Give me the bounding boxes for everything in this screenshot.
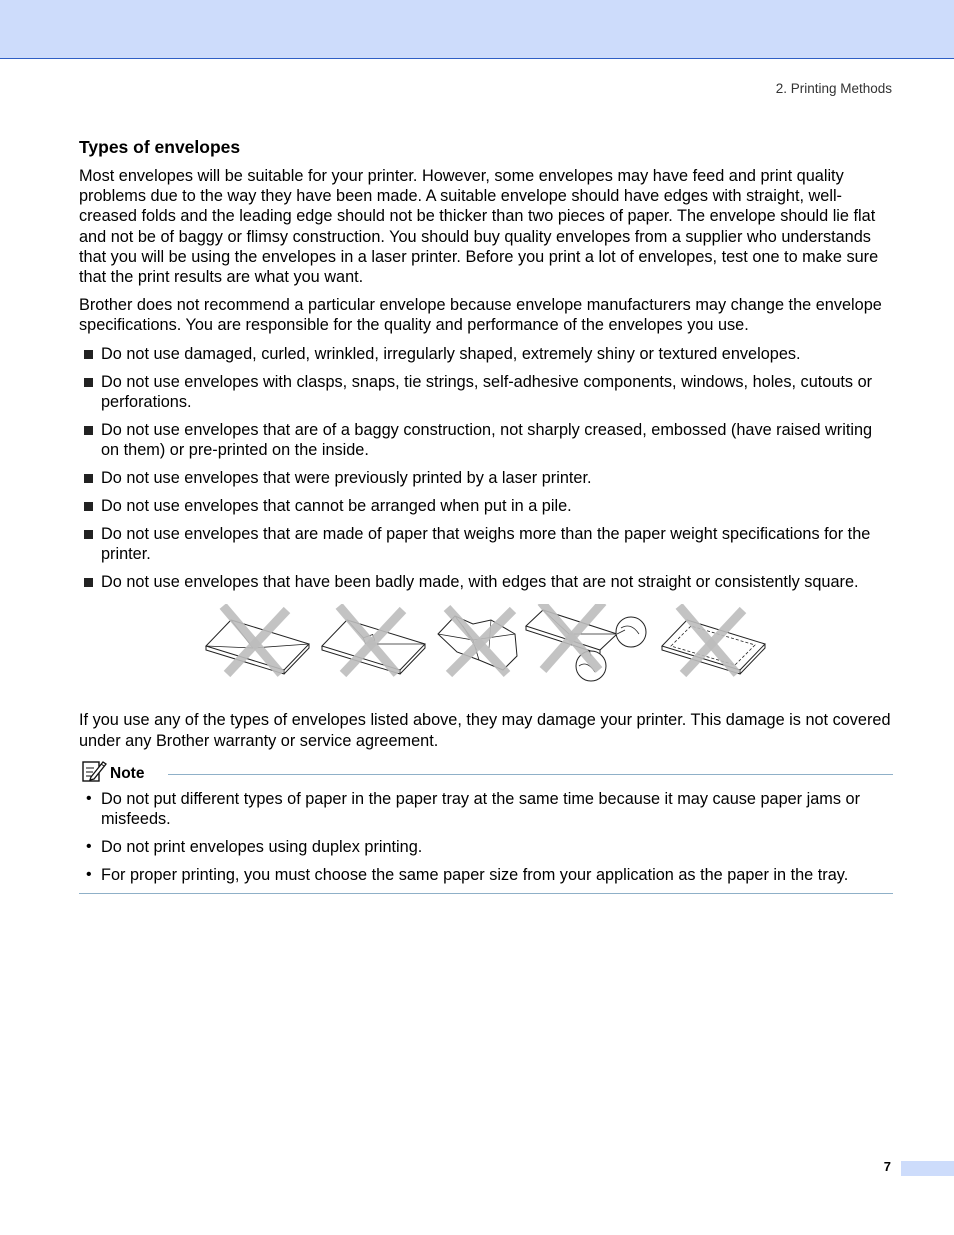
square-bullet-icon <box>84 350 93 359</box>
header-band <box>0 0 954 59</box>
list-item: Do not use envelopes that are of a baggy construction, not sharply creased, embossed (have raised writing on them) or pre-printed on the inside. <box>79 420 893 460</box>
list-item: • For proper printing, you must choose the same paper size from your application as the paper in the tray. <box>86 866 849 885</box>
envelope-crossed-icon <box>206 606 309 674</box>
page-tab <box>901 1161 954 1176</box>
donts-list <box>79 344 893 593</box>
note-end-rule <box>79 893 893 894</box>
square-bullet-icon <box>84 378 93 387</box>
paragraph-2: Brother does not recommend a particular envelope because envelope manufacturers may change the envelope specifications. You are responsible for the quality and performance of the envelopes you use. <box>79 296 882 335</box>
note-rule <box>168 774 893 775</box>
envelope-wrinkled-crossed-icon <box>438 608 517 674</box>
note-header <box>79 759 893 785</box>
running-header: 2. Printing Methods <box>775 81 892 96</box>
square-bullet-icon <box>84 426 93 435</box>
list-item: Do not use envelopes that were previously printed by a laser printer. <box>79 468 893 488</box>
list-item: Do not use envelopes that are made of paper that weighs more than the paper weight specifications for the printer. <box>79 524 893 564</box>
list-item: Do not use envelopes that have been badly made, with edges that are not straight or consistently square. <box>79 572 893 592</box>
page-number: 7 <box>883 1159 891 1174</box>
square-bullet-icon <box>84 530 93 539</box>
square-bullet-icon <box>84 474 93 483</box>
square-bullet-icon <box>84 502 93 511</box>
bullet-dot-icon: • <box>86 866 92 884</box>
note-title: Note <box>110 764 145 782</box>
unsuitable-envelopes-figure <box>79 604 893 720</box>
bullet-dot-icon: • <box>86 838 92 856</box>
list-item: • Do not put different types of paper in the paper tray at the same time because it may cause paper jams or misfeeds. <box>86 789 861 829</box>
section-title: Types of envelopes <box>79 137 241 157</box>
list-item: Do not use envelopes with clasps, snaps, tie strings, self-adhesive components, windows, holes, cutouts or perforations. <box>79 372 893 412</box>
bullet-dot-icon: • <box>86 789 92 807</box>
list-item: Do not use envelopes that cannot be arranged when put in a pile. <box>79 496 893 516</box>
envelope-clasp-crossed-icon <box>322 606 425 674</box>
envelopes-illustration <box>201 604 781 704</box>
list-item: • Do not print envelopes using duplex printing. <box>86 838 423 857</box>
page-content <box>79 136 893 894</box>
note-block <box>79 759 893 894</box>
note-list <box>79 789 893 885</box>
list-item: Do not use damaged, curled, wrinkled, irregularly shaped, extremely shiny or textured envelopes. <box>79 344 893 364</box>
warning-paragraph: If you use any of the types of envelopes listed above, they may damage your printer. This damage is not covered under any Brother warranty or service agreement. <box>79 711 891 750</box>
envelope-window-crossed-icon <box>662 606 765 674</box>
envelope-adhesive-crossed-icon <box>526 604 646 681</box>
note-pencil-icon <box>81 759 107 783</box>
paragraph-1: Most envelopes will be suitable for your printer. However, some envelopes may have feed and print quality problems due to the way they have been made. A suitable envelope should have edges with straight, well-creased folds and the leading edge should not be thicker than two pieces of paper. The envelope should lie flat and not be of baggy or flimsy construction. You should buy quality envelopes from a supplier who understands that you will be using the envelopes in a laser printer. Before you print a lot of envelopes, test one to make sure that the print results are what you want. <box>79 167 879 287</box>
square-bullet-icon <box>84 578 93 587</box>
